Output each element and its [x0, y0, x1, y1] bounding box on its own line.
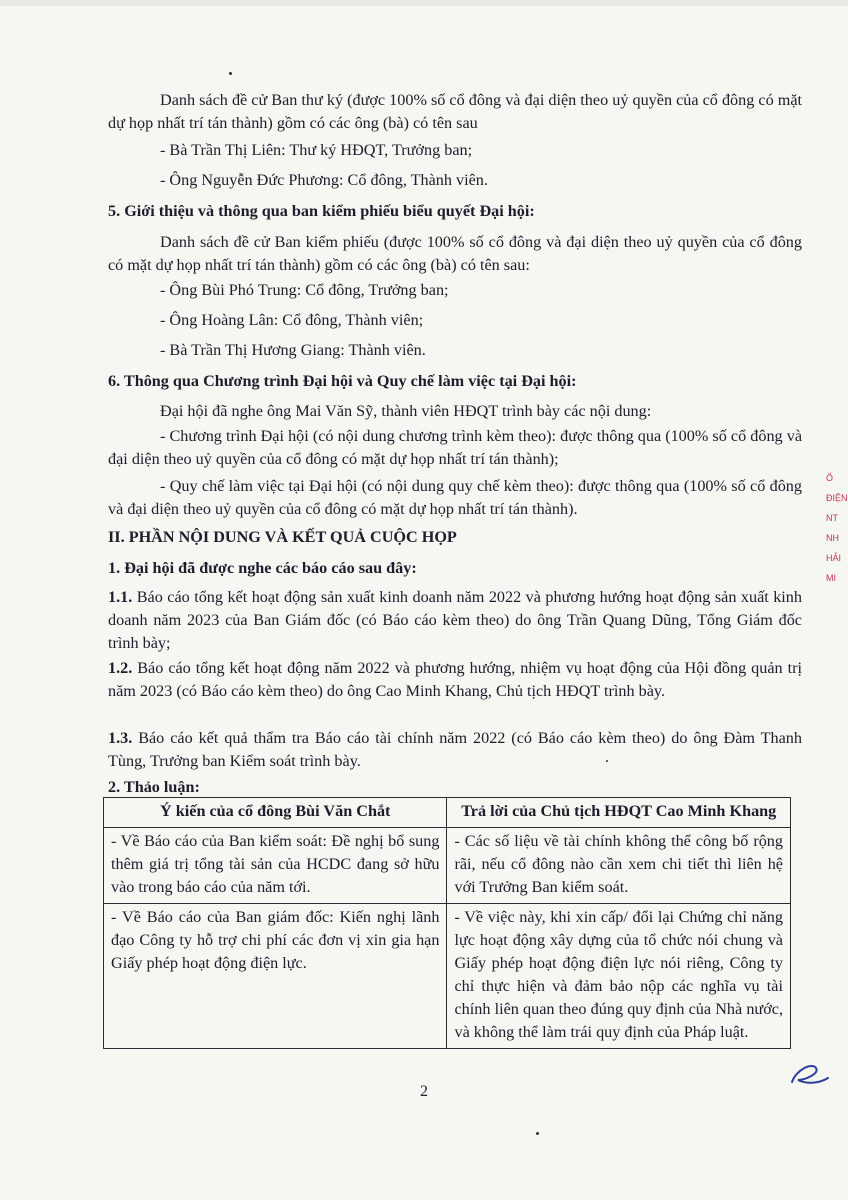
- vote-counter-1: - Ông Bùi Phó Trung: Cổ đông, Trưởng ban;: [160, 281, 449, 299]
- scan-speck: [229, 72, 232, 75]
- discussion-heading: 2. Thảo luận:: [108, 778, 200, 796]
- report-1-2-text: Báo cáo tổng kết hoạt động năm 2022 và phương hướng, nhiệm vụ hoạt động của Hội đồng quản trị năm 2023 (có Báo cáo kèm theo) do ông Cao Minh Khang, Chủ tịch HĐQT trình bày.: [108, 659, 802, 700]
- report-1-3-number: 1.3.: [108, 729, 133, 747]
- red-stamp-fragment: [826, 468, 848, 608]
- section-6-item-2: - Quy chế làm việc tại Đại hội (có nội dung quy chế kèm theo): được thông qua (100% số cổ đông và đại diện theo uỷ quyền của cổ đông có mặt dự họp nhất trí tán thành).: [108, 477, 802, 518]
- report-1-2: [108, 657, 802, 703]
- secretariat-member-1: - Bà Trần Thị Liên: Thư ký HĐQT, Trưởng ban;: [160, 141, 473, 159]
- report-1-3-text: Báo cáo kết quả thẩm tra Báo cáo tài chính năm 2022 (có Báo cáo kèm theo) do ông Đàm Thanh Tùng, Trưởng ban Kiểm soát trình bày.: [108, 729, 802, 770]
- stamp-line-3: NH: [826, 533, 839, 543]
- table-header-question: Ý kiến của cổ đông Bùi Văn Chắt: [104, 798, 447, 828]
- page-number: 2: [420, 1083, 428, 1100]
- section-6-paragraph: Đại hội đã nghe ông Mai Văn Sỹ, thành viên HĐQT trình bày các nội dung:: [160, 402, 652, 420]
- table-cell-answer: - Về việc này, khi xin cấp/ đổi lại Chứng chỉ năng lực hoạt động xây dựng của tổ chức nói chung và Giấy phép hoạt động điện lực nói riêng, Công ty chỉ thực hiện và đảm bảo nộp các nghĩa vụ tài chính liên quan theo đúng quy định của Nhà nước, và không thể làm trái quy định của Pháp luật.: [447, 904, 791, 1049]
- discussion-table: [103, 797, 791, 1049]
- secretariat-member-2: - Ông Nguyễn Đức Phương: Cổ đông, Thành viên.: [160, 171, 488, 189]
- section-6-heading: 6. Thông qua Chương trình Đại hội và Quy chế làm việc tại Đại hội:: [108, 372, 577, 390]
- signature-initial: [786, 1058, 832, 1092]
- table-header-row: [104, 798, 791, 828]
- vote-counter-3: - Bà Trần Thị Hương Giang: Thành viên.: [160, 341, 426, 359]
- table-header-answer: Trả lời của Chủ tịch HĐQT Cao Minh Khang: [447, 798, 791, 828]
- report-1-1: [108, 586, 802, 655]
- section-5-heading: 5. Giới thiệu và thông qua ban kiểm phiếu biểu quyết Đại hội:: [108, 202, 535, 220]
- reports-heading: 1. Đại hội đã được nghe các báo cáo sau đây:: [108, 559, 417, 577]
- stamp-line-1: Ổ ĐIỆN: [826, 473, 848, 503]
- stamp-line-2: NT: [826, 513, 838, 523]
- table-row: [104, 828, 791, 904]
- vote-counter-2: - Ông Hoàng Lân: Cổ đông, Thành viên;: [160, 311, 424, 329]
- table-row: [104, 904, 791, 1049]
- report-1-2-number: 1.2.: [108, 659, 133, 677]
- scan-speck: [536, 1132, 539, 1135]
- secretariat-paragraph: Danh sách đề cử Ban thư ký (được 100% số cổ đông và đại diện theo uỷ quyền của cổ đông có mặt dự họp nhất trí tán thành) gồm có các ông (bà) có tên sau: [108, 91, 802, 132]
- section-5-paragraph: Danh sách đề cử Ban kiểm phiếu (được 100% số cổ đông và đại diện theo uỷ quyền của cổ đông có mặt dự họp nhất trí tán thành) gồm có các ông (bà) có tên sau:: [108, 233, 802, 274]
- part-2-heading: II. PHẦN NỘI DUNG VÀ KẾT QUẢ CUỘC HỌP: [108, 528, 457, 546]
- stamp-line-4: HẢI: [826, 553, 842, 563]
- table-cell-question: - Về Báo cáo của Ban kiểm soát: Đề nghị bổ sung thêm giá trị tổng tài sản của HCDC đang sở hữu vào trong báo cáo của năm tới.: [104, 828, 447, 904]
- scan-speck: [606, 760, 608, 762]
- scan-edge: [0, 0, 848, 6]
- stamp-line-5: MI: [826, 573, 836, 583]
- report-1-3: [108, 727, 802, 773]
- table-cell-question: - Về Báo cáo của Ban giám đốc: Kiến nghị lãnh đạo Công ty hỗ trợ chi phí các đơn vị xin gia hạn Giấy phép hoạt động điện lực.: [104, 904, 447, 1049]
- report-1-1-number: 1.1.: [108, 588, 133, 606]
- report-1-1-text: Báo cáo tổng kết hoạt động sản xuất kinh doanh năm 2022 và phương hướng hoạt động sản xuất kinh doanh năm 2023 của Ban Giám đốc (có Báo cáo kèm theo) do ông Trần Quang Dũng, Tổng Giám đốc trình bày;: [108, 588, 802, 652]
- table-cell-answer: - Các số liệu về tài chính không thể công bố rộng rãi, nếu cổ đông nào cần xem chi tiết thì liên hệ với Trưởng Ban kiểm soát.: [447, 828, 791, 904]
- section-6-item-1: - Chương trình Đại hội (có nội dung chương trình kèm theo): được thông qua (100% số cổ đông và đại diện theo uỷ quyền của cổ đông có mặt dự họp nhất trí tán thành);: [108, 427, 802, 468]
